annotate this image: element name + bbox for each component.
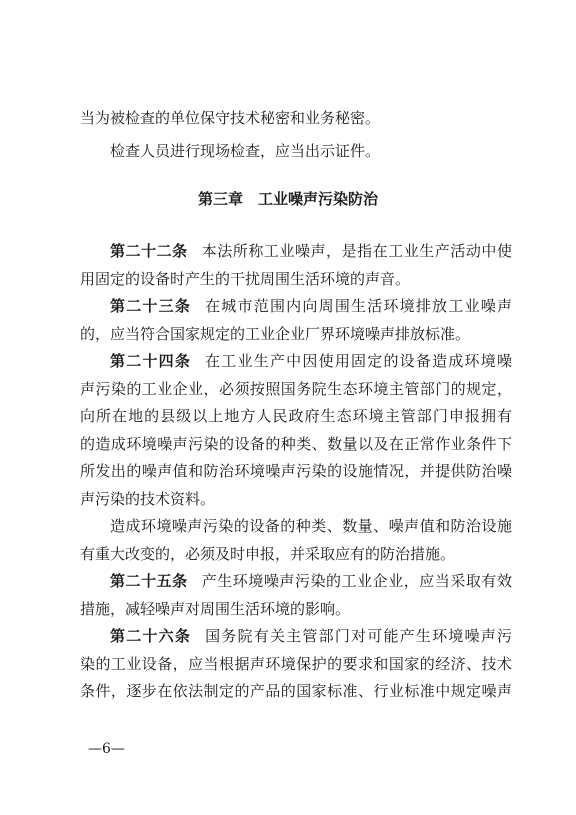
article-26-heading: 第二十六条 <box>110 627 192 645</box>
text-line: 检查人员进行现场检查，应当出示证件。 <box>110 142 381 160</box>
text-line: 声污染的技术资料。 <box>80 490 216 508</box>
text-line: 的造成环境噪声污染的设备的种类、数量以及在正常作业条件下 <box>80 435 512 453</box>
text-line: 本法所称工业噪声，是指在工业生产活动中使 <box>201 242 512 260</box>
article-23-line <box>110 296 512 316</box>
text-line: 用固定的设备时产生的干扰周围生活环境的声音。 <box>80 270 411 288</box>
text-line: 向所在地的县级以上地方人民政府生态环境主管部门申报拥有 <box>80 407 512 425</box>
text-line: 条件，逐步在依法制定的产品的国家标准、行业标准中规定噪声 <box>80 682 512 700</box>
text-line: 国务院有关主管部门对可能产生环境噪声污 <box>205 627 512 645</box>
text-line: 措施，减轻噪声对周围生活环境的影响。 <box>80 600 351 618</box>
text-line: 有重大改变的，必须及时申报，并采取应有的防治措施。 <box>80 545 456 563</box>
text-line: 造成环境噪声污染的设备的种类、数量、噪声值和防治设施 <box>110 517 512 535</box>
article-24-line <box>110 351 512 371</box>
text-line: 的，应当符合国家规定的工业企业厂界环境噪声排放标准。 <box>80 325 471 343</box>
article-22-heading: 第二十二条 <box>110 242 188 260</box>
article-25-heading: 第二十五条 <box>110 572 188 590</box>
page-number: —6— <box>88 741 125 757</box>
article-22-line <box>110 241 512 261</box>
article-23-heading: 第二十三条 <box>110 297 192 315</box>
text-line: 所发出的噪声值和防治环境噪声污染的设施情况，并提供防治噪 <box>80 462 512 480</box>
article-25-line <box>110 571 512 591</box>
text-line: 在城市范围内向周围生活环境排放工业噪声 <box>205 297 512 315</box>
text-line: 声污染的工业企业，必须按照国务院生态环境主管部门的规定， <box>80 380 512 398</box>
chapter-title: 第三章 工业噪声污染防治 <box>197 190 378 208</box>
text-line: 当为被检查的单位保守技术秘密和业务秘密。 <box>80 109 381 127</box>
article-24-heading: 第二十四条 <box>110 352 192 370</box>
text-line: 染的工业设备，应当根据声环境保护的要求和国家的经济、技术 <box>80 655 512 673</box>
text-line: 在工业生产中因使用固定的设备造成环境噪 <box>205 352 512 370</box>
text-line: 产生环境噪声污染的工业企业，应当采取有效 <box>201 572 512 590</box>
article-26-line <box>110 626 512 646</box>
